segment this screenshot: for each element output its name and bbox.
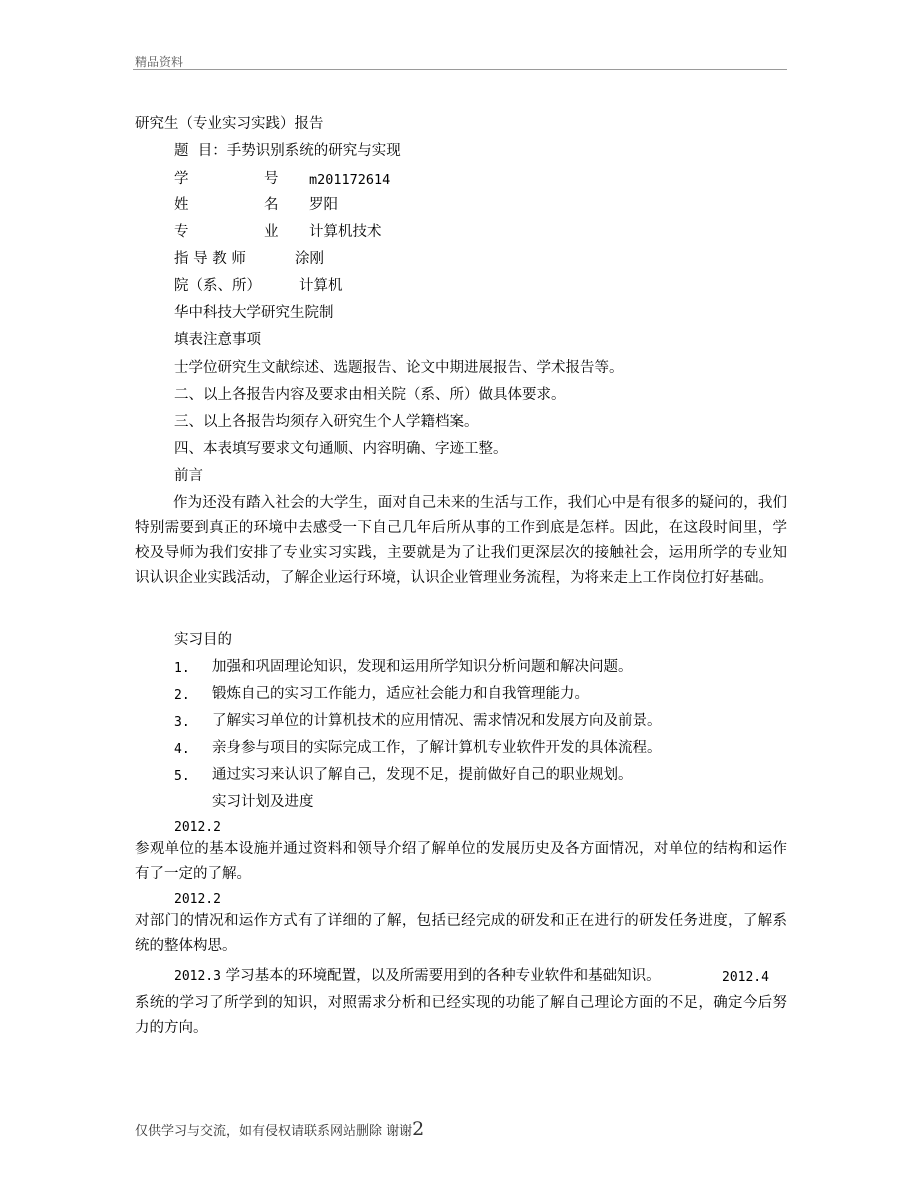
- goal-number: 2.: [174, 688, 190, 703]
- department-value: 计算机: [299, 278, 343, 294]
- advisor-value: 涂刚: [295, 251, 324, 267]
- topic-label: 题 目：: [174, 143, 227, 159]
- plan-heading: 实习计划及进度: [212, 794, 314, 810]
- issuer-line: 华中科技大学研究生院制: [174, 305, 334, 321]
- goal-number: 1.: [174, 661, 190, 676]
- preface-paragraph: 作为还没有踏入社会的大学生，面对自己未来的生活与工作，我们心中是有很多的疑问的，我们特别需要到真正的环境中去感受一下自己几年后所从事的工作到底是怎样。因此，在这段时间里，学校及导师为我们安排了专业实习实践，主要就是为了让我们更深层次的接触社会，运用所学的专业知识认识企业实践活动，了解企业运行环境，认识企业管理业务流程，为将来走上工作岗位打好基础。: [135, 495, 787, 586]
- note-item: 二、以上各报告内容及要求由相关院（系、所）做具体要求。: [174, 387, 566, 403]
- name-value: 罗阳: [309, 197, 338, 213]
- major-value: 计算机技术: [309, 224, 382, 240]
- topic-row: [174, 143, 401, 160]
- plan-entry-text: 学习基本的环境配置，以及所需要用到的各种专业软件和基础知识。: [225, 968, 661, 984]
- page-header: 精品资料: [135, 55, 184, 69]
- header-divider: [133, 69, 787, 70]
- goal-number: 3.: [174, 715, 190, 730]
- student-id-value: m201172614: [309, 172, 391, 188]
- plan-entry-text: 参观单位的基本设施并通过资料和领导介绍了解单位的发展历史及各方面情况，对单位的结构和运作有了一定的了解。: [135, 841, 787, 882]
- advisor-label: 指 导 教 师: [174, 251, 246, 267]
- goals-heading: 实习目的: [174, 632, 232, 648]
- page-number: 2: [412, 1118, 425, 1140]
- department-label: 院（系、所）: [174, 278, 261, 294]
- goal-number: 4.: [174, 742, 190, 757]
- footer-text: 仅供学习与交流，如有侵权请联系网站删除 谢谢: [135, 1124, 413, 1139]
- note-item: 三、以上各报告均须存入研究生个人学籍档案。: [174, 414, 479, 430]
- student-id-label-b: 号: [264, 171, 279, 187]
- goal-number: 5.: [174, 769, 190, 784]
- major-label-b: 业: [264, 224, 279, 240]
- goal-item: 通过实习来认识了解自己，发现不足，提前做好自己的职业规划。: [212, 767, 633, 783]
- page-footer: [135, 1118, 424, 1140]
- major-label-a: 专: [174, 224, 189, 240]
- plan-entry-text: 对部门的情况和运作方式有了详细的了解，包括已经完成的研发和正在进行的研发任务进度，了解系统的整体构思。: [135, 913, 787, 954]
- plan-entry-row: [174, 968, 661, 985]
- plan-date: 2012.3: [174, 969, 221, 984]
- topic-value: 手势识别系统的研究与实现: [226, 143, 401, 159]
- plan-date: 2012.2: [174, 892, 221, 907]
- plan-date: 2012.2: [174, 820, 221, 835]
- goal-item: 锻炼自己的实习工作能力，适应社会能力和自我管理能力。: [212, 686, 589, 702]
- plan-date: 2012.4: [722, 970, 769, 985]
- goal-item: 亲身参与项目的实际完成工作，了解计算机专业软件开发的具体流程。: [212, 740, 662, 756]
- goal-item: 了解实习单位的计算机技术的应用情况、需求情况和发展方向及前景。: [212, 713, 662, 729]
- document-title: 研究生（专业实习实践）报告: [135, 116, 324, 132]
- note-item: 四、本表填写要求文句通顺、内容明确、字迹工整。: [174, 441, 508, 457]
- name-label-a: 姓: [174, 197, 189, 213]
- preface-heading: 前言: [174, 468, 203, 484]
- student-id-label-a: 学: [174, 171, 189, 187]
- name-label-b: 名: [264, 197, 279, 213]
- notes-heading: 填表注意事项: [174, 332, 261, 348]
- plan-entry-text: 系统的学习了所学到的知识，对照需求分析和已经实现的功能了解自己理论方面的不足，确定今后努力的方向。: [135, 995, 787, 1036]
- note-item: 士学位研究生文献综述、选题报告、论文中期进展报告、学术报告等。: [174, 360, 624, 376]
- goal-item: 加强和巩固理论知识，发现和运用所学知识分析问题和解决问题。: [212, 659, 633, 675]
